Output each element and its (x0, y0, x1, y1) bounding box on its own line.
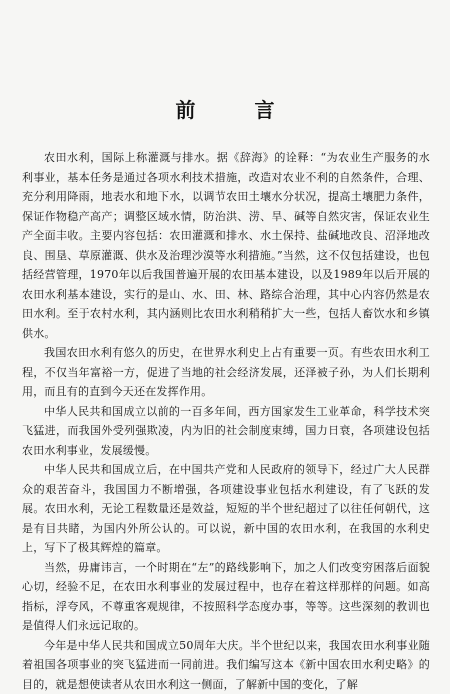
paragraph: 中华人民共和国成立后，在中国共产党和人民政府的领导下，经过广大人民群众的艰苦奋斗，我国国力不断增强，各项建设事业包括水利建设，有了飞跃的发展。农田水利，无论工程数量还是效益，短短的半个世纪超过了以往任何朝代，这是有目共睹，为国内外所公认的。可以说，新中国的农田水利，在我国的水利史上，写下了极其辉煌的篇章。 (22, 460, 430, 558)
paragraph: 当然，毋庸讳言，一个时期在“左”的路线影响下，加之人们改变穷困落后面貌心切，经验不足，在农田水利事业的发展过程中，也存在着这样那样的问题。如高指标，浮夸风，不尊重客观规律，不按照科学态度办事，等等。这些深刻的教训也是值得人们永远记取的。 (22, 558, 430, 636)
paragraph: 今年是中华人民共和国成立50周年大庆。半个世纪以来，我国农田水利事业随着祖国各项事业的突飞猛进而一同前进。我们编写这本《新中国农田水利史略》的目的，就是想使读者从农田水利这一侧面，了解新中国的变化，了解 (22, 636, 430, 694)
paragraph: 农田水利，国际上称灌溉与排水。据《辞海》的诠释：“为农业生产服务的水利事业，基本任务是通过各项水利技术措施，改造对农业不利的自然条件，合理、充分利用降雨，地表水和地下水，以调节农田土壤水分状况，提高土壤肥力条件，保证作物稳产高产；调整区域水情，防治洪、涝、旱、碱等自然灾害，保证农业生产全面丰收。主要内容包括：农田灌溉和排水、水土保持、盐碱地改良、沼泽地改良、围垦、草原灌溉、供水及治理沙漠等水利措施。”当然，这不仅包括建设，也包括经营管理，1970年以后我国普遍开展的农田基本建设，以及1989年以后开展的农田水利基本建设，实行的是山、水、田、林、路综合治理，其中心内容仍然是农田水利。至于农村水利，其内涵则比农田水利稍稍扩大一些，包括人畜饮水和乡镇供水。 (22, 148, 430, 343)
page-title: 前 言 (0, 94, 450, 123)
paragraph: 中华人民共和国成立以前的一百多年间，西方国家发生工业革命，科学技术突飞猛进，而我国外受列强欺凌，内为旧的社会制度束缚，国力日衰，各项建设包括农田水利事业，发展缓慢。 (22, 402, 430, 461)
paragraph: 我国农田水利有悠久的历史，在世界水利史上占有重要一页。有些农田水利工程，不仅当年富裕一方，促进了当地的社会经济发展，还泽被子孙，为人们长期利用，而且有的直到今天还在发挥作用。 (22, 343, 430, 402)
preface-body (22, 148, 430, 694)
